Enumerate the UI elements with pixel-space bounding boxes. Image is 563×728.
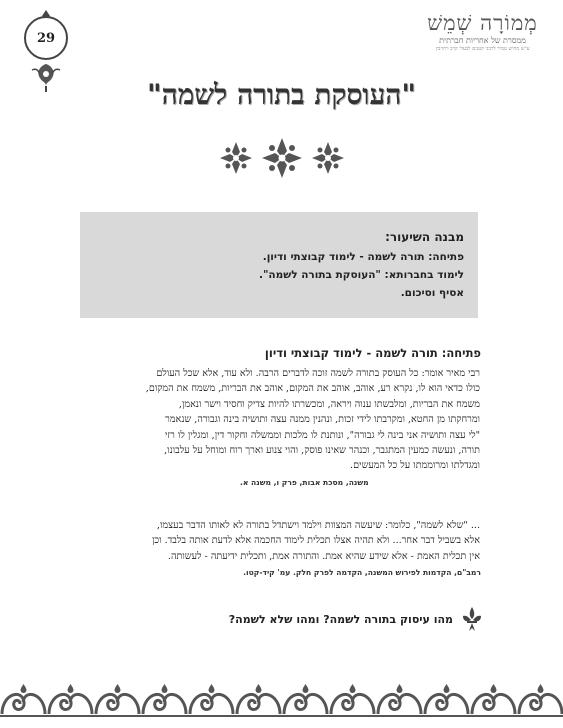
lesson-structure-item: לימוד בחברותא: "העוסקת בתורה לשמה".: [258, 269, 464, 281]
fleur-de-lis-icon: [461, 606, 483, 632]
citation-rambam: רמב"ם, הקדמות לפירוש המשנה, הקדמה לפרק חלק. עמ' קיד-קטו.: [243, 568, 481, 577]
text-line: אין תכלית האמת - אלא שידע שהיא אמת. והתורה אמת, ותכלית ידיעתה - לעשותה.: [167, 550, 480, 562]
text-line: ומגדלתו ומרוממתו על כל המעשים.: [350, 460, 480, 472]
text-line: ומרחקתו מן החטא, ומקרבתו לידי זכות, ונהנין ממנה עצה ותושיה בינה וגבורה, שנאמר: [165, 414, 480, 426]
text-line: כולו כדאי הוא לו, נקרא רע, אוהב, אוהב את המקום, אוהב את הבריות, משמח את המקום,: [145, 383, 480, 395]
bottom-border-ornament-icon: [0, 680, 563, 720]
page-title: "העוסקת בתורה לשמה": [147, 78, 416, 111]
page-number: 29: [24, 16, 68, 60]
text-line: משמח את הבריות, ומלבשתו ענוה ויראה, ומכשרתו להיות צדיק וחסיד וישר ונאמן,: [178, 398, 480, 410]
lesson-structure-item: פתיחה: תורה לשמה - לימוד קבוצתי ודיון.: [262, 251, 464, 263]
text-line: "לי עצה ותושיה אני בינה לי גבורה", ונותנת לו מלכות וממשלה וחקור דין, ומגלין לו רזי: [164, 429, 480, 441]
section-heading: פתיחה: תורה לשמה - לימוד קבוצתי ודיון: [264, 346, 481, 360]
rambam-paragraph: [80, 518, 480, 564]
text-line: ... "שלא לשמה", כלומר: שיעשה המצוות וילמד וישתדל בתורה לא לאותו הדבר בעצמו,: [156, 520, 480, 531]
text-line: רבי מאיר אומר: כל העוסק בתורה לשמה זוכה לדברים הרבה. ולא עוד, אלא שכל העולם: [156, 368, 480, 379]
citation-mishnah: משנה, מסכת אבות, פרק ו, משנה א.: [240, 478, 369, 487]
logo-title: מְמוֹרָה שְׁמֵשׁ: [427, 11, 538, 35]
lesson-structure-box: [80, 212, 478, 318]
text-line: תורה, ונעשה כמעין המתגבר, וכנהר שאינו פוסק, והוי צנוע וארך רוח ומוחל על עלבונו,: [164, 445, 480, 457]
logo-subtitle: ממסרת של אחריות חברתית: [439, 36, 526, 45]
discussion-question: [229, 606, 483, 632]
logo: [420, 10, 545, 53]
question-text: מהו עיסוק בתורה לשמה? ומהו שלא לשמה?: [228, 612, 453, 626]
lesson-structure-item: אסיף וסיכום.: [400, 287, 464, 299]
title-ornament-icon: [218, 134, 346, 184]
mishnah-paragraph: [80, 366, 480, 474]
logo-subtitle-small: ע"ש מחיש טמיר לרבני קטנים לבעלי קרב ויחויבין: [435, 46, 530, 52]
text-line: אלא בשביל דבר אחר... ולא תהיה אצלו תכלית לימוד החכמה אלא לדעת אותה בלבד. וכן: [151, 535, 480, 547]
lesson-structure-title: מבנה השיעור:: [385, 230, 464, 244]
